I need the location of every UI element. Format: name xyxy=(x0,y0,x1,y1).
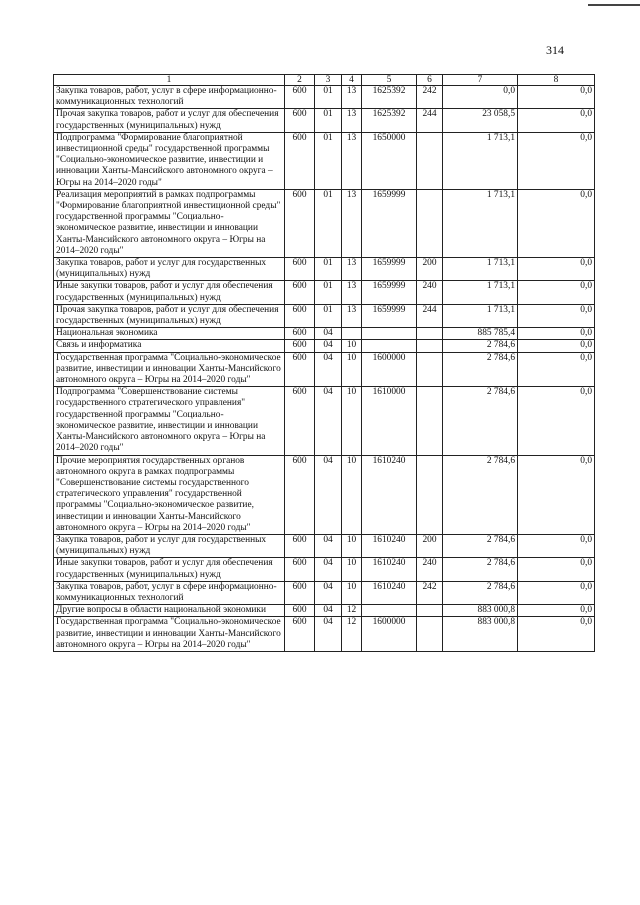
row-value-cell: 23 058,5 xyxy=(443,109,518,132)
header-cell: 8 xyxy=(518,75,595,86)
row-value-cell: 01 xyxy=(315,189,342,257)
row-value-cell: 1625392 xyxy=(362,109,417,132)
table-row xyxy=(54,558,595,581)
row-value-cell xyxy=(417,455,443,534)
row-value-cell: 10 xyxy=(342,455,362,534)
row-value-cell: 13 xyxy=(342,281,362,304)
row-name-cell: Государственная программа "Социально-экономическое развитие, инвестиции и инновации Ханты-Мансийского автономного округа – Югры на 2014–2020 годы" xyxy=(54,617,285,652)
table-row xyxy=(54,617,595,652)
table-row xyxy=(54,340,595,352)
budget-table xyxy=(53,74,595,652)
row-value-cell: 0,0 xyxy=(518,328,595,340)
row-value-cell: 2 784,6 xyxy=(443,340,518,352)
row-value-cell: 10 xyxy=(342,558,362,581)
row-value-cell: 2 784,6 xyxy=(443,558,518,581)
row-value-cell: 10 xyxy=(342,352,362,387)
row-name-cell: Подпрограмма "Формирование благоприятной инвестиционной среды" государственной программы "Социально-экономическое развитие, инвестиции и инновации Ханты-Мансийского автономного округа – Югры на 2014–2020 годы" xyxy=(54,132,285,189)
row-value-cell: 244 xyxy=(417,304,443,327)
row-value-cell: 13 xyxy=(342,109,362,132)
row-value-cell: 10 xyxy=(342,340,362,352)
row-value-cell: 600 xyxy=(285,387,315,455)
row-name-cell: Подпрограмма "Совершенствование системы государственного стратегического управления" государственной программы "Социально-экономическое развитие, инвестиции и инновации Ханты-Мансийского автономного округа – Югры на 2014–2020 годы" xyxy=(54,387,285,455)
header-cell: 1 xyxy=(54,75,285,86)
row-name-cell: Иные закупки товаров, работ и услуг для обеспечения государственных (муниципальных) нужд xyxy=(54,281,285,304)
row-value-cell: 0,0 xyxy=(518,109,595,132)
row-value-cell: 13 xyxy=(342,86,362,109)
row-value-cell: 600 xyxy=(285,617,315,652)
table-row xyxy=(54,304,595,327)
row-value-cell: 200 xyxy=(417,534,443,557)
row-name-cell: Государственная программа "Социально-экономическое развитие, инвестиции и инновации Ханты-Мансийского автономного округа – Югры на 2014–2020 годы" xyxy=(54,352,285,387)
table-row xyxy=(54,109,595,132)
row-value-cell: 01 xyxy=(315,86,342,109)
row-value-cell: 0,0 xyxy=(518,340,595,352)
row-value-cell: 12 xyxy=(342,617,362,652)
row-value-cell: 13 xyxy=(342,189,362,257)
row-value-cell: 0,0 xyxy=(518,581,595,604)
row-name-cell: Прочая закупка товаров, работ и услуг для обеспечения государственных (муниципальных) нужд xyxy=(54,304,285,327)
row-value-cell: 885 785,4 xyxy=(443,328,518,340)
table-row xyxy=(54,132,595,189)
header-cell: 2 xyxy=(285,75,315,86)
header-cell: 6 xyxy=(417,75,443,86)
row-value-cell: 600 xyxy=(285,340,315,352)
row-value-cell xyxy=(342,328,362,340)
row-value-cell xyxy=(362,605,417,617)
row-value-cell: 0,0 xyxy=(518,352,595,387)
top-rule xyxy=(588,4,640,6)
row-value-cell xyxy=(417,132,443,189)
row-value-cell: 600 xyxy=(285,328,315,340)
row-value-cell: 600 xyxy=(285,109,315,132)
row-value-cell: 1659999 xyxy=(362,258,417,281)
row-value-cell: 200 xyxy=(417,258,443,281)
row-name-cell: Прочие мероприятия государственных органов автономного округа в рамках подпрограммы "Совершенствование системы государственного стратегического управления" государственной программы "Социально-экономическое развитие, инвестиции и инновации Ханты-Мансийского автономного округа – Югры на 2014–2020 годы" xyxy=(54,455,285,534)
row-value-cell: 2 784,6 xyxy=(443,581,518,604)
row-value-cell: 1 713,1 xyxy=(443,189,518,257)
row-value-cell: 242 xyxy=(417,581,443,604)
row-value-cell: 13 xyxy=(342,258,362,281)
row-value-cell: 0,0 xyxy=(518,605,595,617)
row-value-cell: 600 xyxy=(285,581,315,604)
row-value-cell: 1600000 xyxy=(362,352,417,387)
row-value-cell: 10 xyxy=(342,387,362,455)
row-value-cell: 1659999 xyxy=(362,304,417,327)
row-value-cell xyxy=(417,352,443,387)
page-number: 314 xyxy=(546,43,564,57)
row-name-cell: Прочая закупка товаров, работ и услуг для обеспечения государственных (муниципальных) нужд xyxy=(54,109,285,132)
row-value-cell: 0,0 xyxy=(518,387,595,455)
row-value-cell: 0,0 xyxy=(518,534,595,557)
row-value-cell: 1610240 xyxy=(362,558,417,581)
row-value-cell: 2 784,6 xyxy=(443,455,518,534)
row-value-cell: 600 xyxy=(285,558,315,581)
row-value-cell: 1610000 xyxy=(362,387,417,455)
row-value-cell: 0,0 xyxy=(518,258,595,281)
row-value-cell: 1659999 xyxy=(362,189,417,257)
row-name-cell: Связь и информатика xyxy=(54,340,285,352)
row-value-cell: 1610240 xyxy=(362,534,417,557)
table-row xyxy=(54,534,595,557)
row-value-cell: 244 xyxy=(417,109,443,132)
row-value-cell: 1 713,1 xyxy=(443,258,518,281)
header-cell: 5 xyxy=(362,75,417,86)
header-cell: 4 xyxy=(342,75,362,86)
header-row xyxy=(54,75,595,86)
row-value-cell: 1659999 xyxy=(362,281,417,304)
header-cell: 7 xyxy=(443,75,518,86)
row-value-cell: 04 xyxy=(315,558,342,581)
row-value-cell: 01 xyxy=(315,109,342,132)
row-value-cell: 2 784,6 xyxy=(443,352,518,387)
row-name-cell: Закупка товаров, работ и услуг для государственных (муниципальных) нужд xyxy=(54,258,285,281)
row-value-cell xyxy=(417,617,443,652)
row-value-cell: 1610240 xyxy=(362,581,417,604)
row-value-cell: 04 xyxy=(315,605,342,617)
row-value-cell: 1 713,1 xyxy=(443,132,518,189)
row-value-cell: 0,0 xyxy=(518,455,595,534)
row-value-cell: 600 xyxy=(285,132,315,189)
table-row xyxy=(54,605,595,617)
row-value-cell xyxy=(417,189,443,257)
row-value-cell: 0,0 xyxy=(518,558,595,581)
row-value-cell: 1 713,1 xyxy=(443,304,518,327)
row-value-cell: 1 713,1 xyxy=(443,281,518,304)
row-name-cell: Реализация мероприятий в рамках подпрограммы "Формирование благоприятной инвестиционной среды" государственной программы "Социально-экономическое развитие, инвестиции и инновации Ханты-Мансийского автономного округа – Югры на 2014–2020 годы" xyxy=(54,189,285,257)
header-cell: 3 xyxy=(315,75,342,86)
table-row xyxy=(54,86,595,109)
row-value-cell: 10 xyxy=(342,581,362,604)
row-value-cell: 01 xyxy=(315,258,342,281)
row-value-cell: 0,0 xyxy=(443,86,518,109)
row-value-cell: 1600000 xyxy=(362,617,417,652)
row-value-cell: 600 xyxy=(285,189,315,257)
row-value-cell: 01 xyxy=(315,132,342,189)
row-value-cell: 01 xyxy=(315,281,342,304)
row-value-cell: 04 xyxy=(315,581,342,604)
row-value-cell: 12 xyxy=(342,605,362,617)
row-name-cell: Другие вопросы в области национальной экономики xyxy=(54,605,285,617)
row-value-cell: 1610240 xyxy=(362,455,417,534)
row-value-cell xyxy=(362,340,417,352)
row-value-cell xyxy=(362,328,417,340)
table-row xyxy=(54,328,595,340)
row-value-cell: 04 xyxy=(315,534,342,557)
row-value-cell: 04 xyxy=(315,387,342,455)
row-value-cell: 04 xyxy=(315,328,342,340)
row-name-cell: Закупка товаров, работ, услуг в сфере информационно-коммуникационных технологий xyxy=(54,581,285,604)
row-value-cell: 0,0 xyxy=(518,132,595,189)
row-value-cell: 600 xyxy=(285,534,315,557)
row-value-cell: 2 784,6 xyxy=(443,387,518,455)
row-name-cell: Иные закупки товаров, работ и услуг для обеспечения государственных (муниципальных) нужд xyxy=(54,558,285,581)
row-value-cell: 04 xyxy=(315,617,342,652)
table-row xyxy=(54,352,595,387)
table-row xyxy=(54,258,595,281)
row-value-cell: 0,0 xyxy=(518,281,595,304)
row-value-cell: 0,0 xyxy=(518,617,595,652)
row-value-cell: 04 xyxy=(315,352,342,387)
row-value-cell xyxy=(417,328,443,340)
row-value-cell: 240 xyxy=(417,558,443,581)
row-value-cell: 0,0 xyxy=(518,189,595,257)
row-value-cell xyxy=(417,340,443,352)
row-value-cell: 1650000 xyxy=(362,132,417,189)
row-value-cell: 13 xyxy=(342,132,362,189)
table-row xyxy=(54,281,595,304)
row-value-cell: 600 xyxy=(285,281,315,304)
row-name-cell: Национальная экономика xyxy=(54,328,285,340)
row-value-cell: 240 xyxy=(417,281,443,304)
row-value-cell: 242 xyxy=(417,86,443,109)
row-value-cell: 13 xyxy=(342,304,362,327)
row-value-cell: 600 xyxy=(285,258,315,281)
row-value-cell xyxy=(417,605,443,617)
row-value-cell: 600 xyxy=(285,455,315,534)
row-value-cell: 600 xyxy=(285,352,315,387)
row-value-cell: 10 xyxy=(342,534,362,557)
table-row xyxy=(54,189,595,257)
table-row xyxy=(54,387,595,455)
row-value-cell: 600 xyxy=(285,86,315,109)
row-value-cell: 2 784,6 xyxy=(443,534,518,557)
row-value-cell: 883 000,8 xyxy=(443,605,518,617)
row-value-cell: 883 000,8 xyxy=(443,617,518,652)
row-value-cell: 0,0 xyxy=(518,86,595,109)
row-name-cell: Закупка товаров, работ, услуг в сфере информационно-коммуникационных технологий xyxy=(54,86,285,109)
row-value-cell: 0,0 xyxy=(518,304,595,327)
row-value-cell: 04 xyxy=(315,340,342,352)
row-value-cell xyxy=(417,387,443,455)
table-row xyxy=(54,455,595,534)
row-value-cell: 600 xyxy=(285,605,315,617)
row-value-cell: 01 xyxy=(315,304,342,327)
row-value-cell: 1625392 xyxy=(362,86,417,109)
row-name-cell: Закупка товаров, работ и услуг для государственных (муниципальных) нужд xyxy=(54,534,285,557)
row-value-cell: 04 xyxy=(315,455,342,534)
row-value-cell: 600 xyxy=(285,304,315,327)
table-row xyxy=(54,581,595,604)
